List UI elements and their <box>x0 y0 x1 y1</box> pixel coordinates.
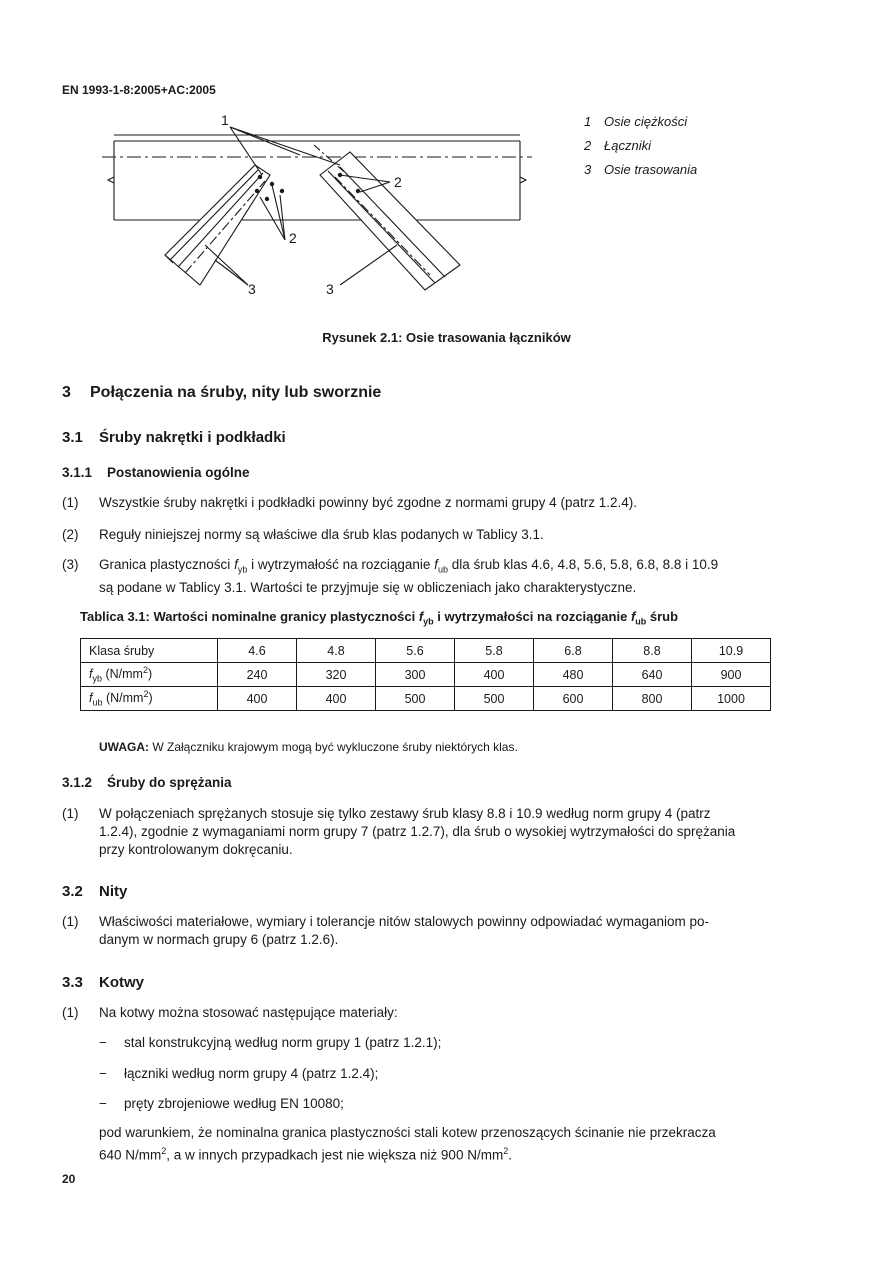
table-cell: 400 <box>455 663 534 687</box>
paragraph: (3) Granica plastyczności $f_{yb}$ i wytrzymałość na rozciąganie $f_{ub}$ dla śrub klas 4.6, 4.8, 5.6, 5.8, 6.8, 8.8 i 10.9 są podane w Tablicy 3.1. Wartości te przyjmuje się w obliczeniach jako charakterystyczne. <box>62 557 719 595</box>
table-cell: 240 <box>218 663 297 687</box>
table-cell: 600 <box>534 687 613 711</box>
callout-3-right: 3 <box>326 281 334 297</box>
table-cell: 800 <box>613 687 692 711</box>
callout-2-left: 2 <box>289 230 297 246</box>
legend-item: 1 Osie ciężkości <box>584 114 688 129</box>
table-cell: 4.8 <box>297 639 376 663</box>
table-cell: 400 <box>297 687 376 711</box>
table-caption: Tablica 3.1: Wartości nominalne granicy plastyczności $f_{yb}$ i wytrzymałości na rozciąganie $f_{ub}$ śrub <box>80 609 679 627</box>
paragraph: pod warunkiem, że nominalna granica plastyczności stali kotew przenoszących ścinanie nie przekracza 640 $N/mm^2$, a w innych przypadkach jest nie większa niż 900 $N/mm^2$. <box>99 1125 716 1163</box>
section-heading: 3 Połączenia na śruby, nity lub sworznie <box>62 384 382 401</box>
subsection-heading: 3.2 Nity <box>62 883 128 900</box>
callout-3-left: 3 <box>248 281 256 297</box>
table-cell: $f_{ub}$ $(N/mm^2)$ <box>81 687 218 711</box>
subsubsection-heading: 3.1.2 Śruby do sprężania <box>62 775 232 790</box>
bolt-class-table <box>80 638 771 711</box>
paragraph: (1) W połączeniach sprężanych stosuje się tylko zestawy śrub klasy 8.8 i 10.9 według norm grupy 4 (patrz 1.2.4), zgodnie z wymaganiami norm grupy 7 (patrz 1.2.7), dla śrub o wysokiej wytrzymałości do sprężania przy kontrolowanym dokręcaniu. <box>62 806 736 857</box>
paragraph: (1) Wszystkie śruby nakrętki i podkładki powinny być zgodne z normami grupy 4 (patrz 1.2.4). <box>62 495 637 510</box>
list-item: − pręty zbrojeniowe według EN 10080; <box>99 1096 344 1111</box>
figure-caption: Rysunek 2.1: Osie trasowania łączników <box>322 330 571 345</box>
table-cell: 500 <box>455 687 534 711</box>
paragraph: (2) Reguły niniejszej normy są właściwe dla śrub klas podanych w Tablicy 3.1. <box>62 527 544 542</box>
table-cell: $f_{yb}$ $(N/mm^2)$ <box>81 663 218 687</box>
table-cell: 4.6 <box>218 639 297 663</box>
table-cell: 640 <box>613 663 692 687</box>
table-row <box>81 687 771 711</box>
document-header: EN 1993-1-8:2005+AC:2005 <box>62 83 216 97</box>
table-cell: 10.9 <box>692 639 771 663</box>
table-row <box>81 663 771 687</box>
table-cell: 480 <box>534 663 613 687</box>
legend-item: 2 Łączniki <box>584 138 651 153</box>
subsection-heading: 3.3 Kotwy <box>62 974 144 991</box>
table-cell: 900 <box>692 663 771 687</box>
list-item: − łączniki według norm grupy 4 (patrz 1.2.4); <box>99 1066 379 1081</box>
note: UWAGA: W Załączniku krajowym mogą być wykluczone śruby niektórych klas. <box>99 740 518 754</box>
table-cell: 1000 <box>692 687 771 711</box>
table-cell: 400 <box>218 687 297 711</box>
callout-2-right: 2 <box>394 174 402 190</box>
table-cell: 500 <box>376 687 455 711</box>
table-cell: 5.6 <box>376 639 455 663</box>
subsubsection-heading: 3.1.1 Postanowienia ogólne <box>62 465 250 480</box>
table-cell: 6.8 <box>534 639 613 663</box>
paragraph: (1) Właściwości materiałowe, wymiary i tolerancje nitów stalowych powinny odpowiadać wymaganiom po- danym w normach grupy 6 (patrz 1.2.6). <box>62 914 709 947</box>
table-cell: 8.8 <box>613 639 692 663</box>
table-cell: 5.8 <box>455 639 534 663</box>
table-row <box>81 639 771 663</box>
table-cell: 320 <box>297 663 376 687</box>
fastener-setting-out-figure <box>100 105 540 305</box>
paragraph: (1) Na kotwy można stosować następujące materiały: <box>62 1005 398 1020</box>
legend-item: 3 Osie trasowania <box>584 162 698 177</box>
list-item: − stal konstrukcyjną według norm grupy 1 (patrz 1.2.1); <box>99 1035 442 1050</box>
subsection-heading: 3.1 Śruby nakrętki i podkładki <box>62 429 286 446</box>
callout-1: 1 <box>221 112 229 128</box>
table-cell: Klasa śruby <box>81 639 218 663</box>
page-number: 20 <box>62 1172 76 1186</box>
table-cell: 300 <box>376 663 455 687</box>
